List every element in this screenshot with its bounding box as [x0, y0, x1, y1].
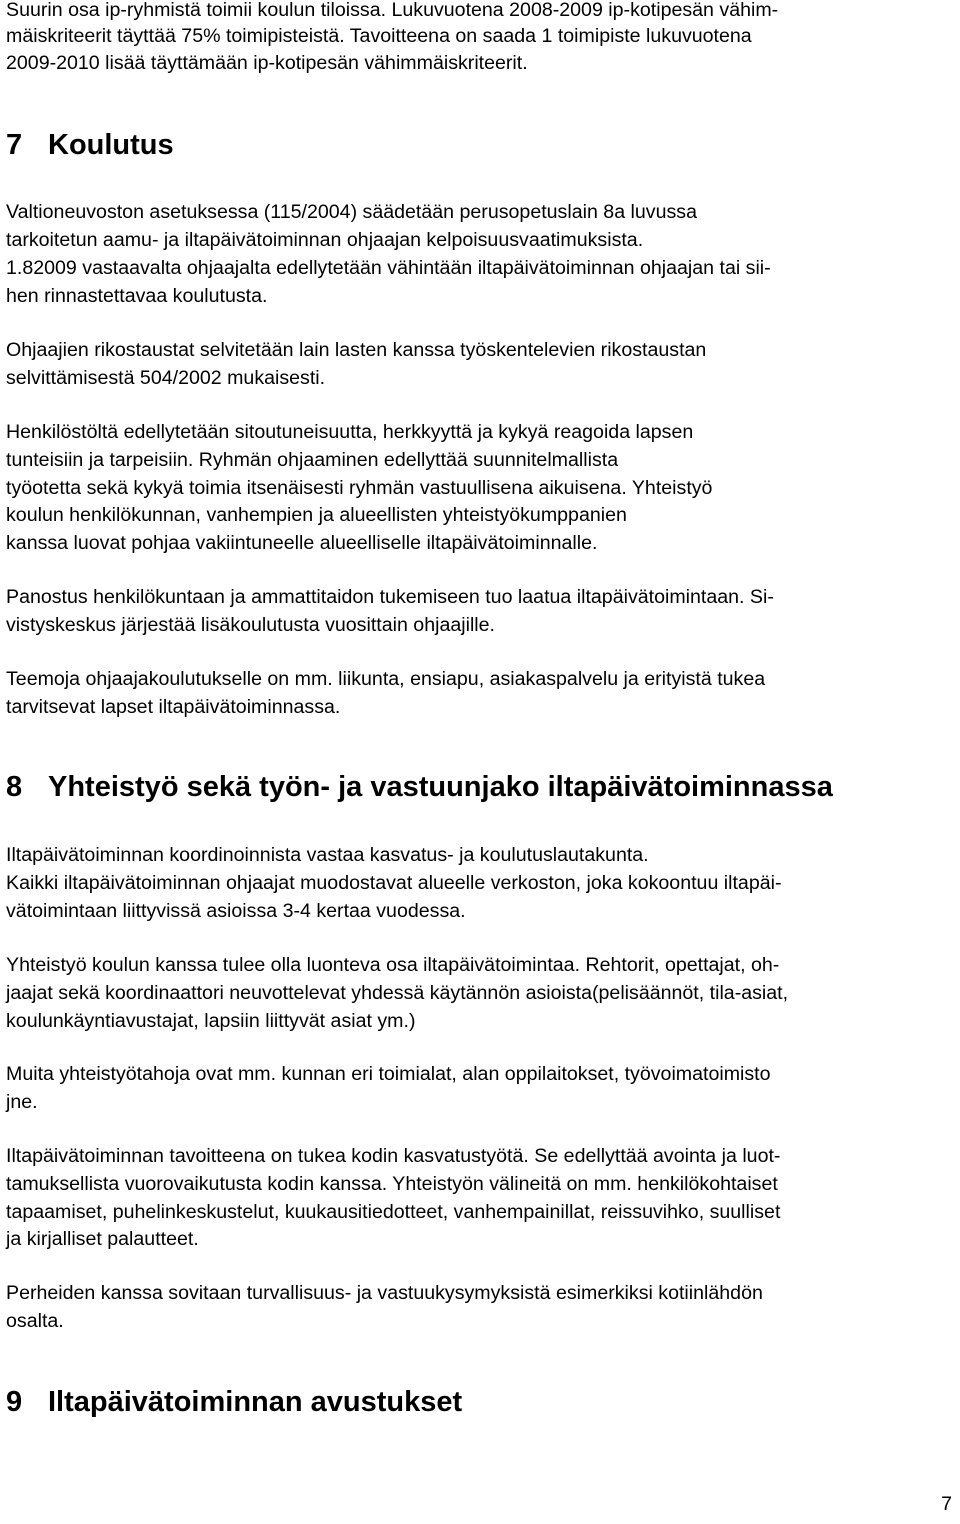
text-line: mäiskriteerit täyttää 75% toimipisteistä. Tavoitteena on saada 1 toimipiste lukuvuotena	[6, 25, 752, 47]
page-number: 7	[941, 1493, 952, 1515]
text-line: tunteisiin ja tarpeisiin. Ryhmän ohjaaminen edellyttää suunnitelmallista	[6, 449, 619, 471]
section-8-heading	[6, 769, 833, 805]
text-line: tamuksellista vuorovaikutusta kodin kanssa. Yhteistyön välineitä on mm. henkilökohtaiset	[6, 1173, 778, 1195]
text-line: tapaamiset, puhelinkeskustelut, kuukausitiedotteet, vanhempainillat, reissuvihko, suulliset	[6, 1201, 781, 1223]
text-line: Iltapäivätoiminnan koordinoinnista vastaa kasvatus- ja koulutuslautakunta.	[6, 844, 649, 866]
text-line: työotetta sekä kykyä toimia itsenäisesti ryhmän vastuullisena aikuisena. Yhteistyö	[6, 477, 713, 499]
text-line: koulun henkilökunnan, vanhempien ja alueellisten yhteistyökumppanien	[6, 504, 627, 526]
text-line: Muita yhteistyötahoja ovat mm. kunnan eri toimialat, alan oppilaitokset, työvoimatoimisto	[6, 1063, 771, 1085]
text-line: Suurin osa ip-ryhmistä toimii koulun tiloissa. Lukuvuotena 2008-2009 ip-kotipesän vähim-	[6, 0, 779, 21]
text-line: selvittämisestä 504/2002 mukaisesti.	[6, 367, 326, 389]
text-line: vistyskeskus järjestää lisäkoulutusta vuosittain ohjaajille.	[6, 614, 495, 636]
text-line: kanssa luovat pohjaa vakiintuneelle alueelliselle iltapäivätoiminnalle.	[6, 532, 598, 554]
text-line: ja kirjalliset palautteet.	[6, 1228, 199, 1250]
text-line: 2009-2010 lisää täyttämään ip-kotipesän vähimmäiskriteerit.	[6, 52, 528, 74]
section-7-heading	[6, 127, 174, 163]
text-line: Perheiden kanssa sovitaan turvallisuus- ja vastuukysymyksistä esimerkiksi kotiinlähdön	[6, 1282, 763, 1304]
text-line: Kaikki iltapäivätoiminnan ohjaajat muodostavat alueelle verkoston, joka kokoontuu iltapäi-	[6, 872, 782, 894]
text-line: tarvitsevat lapset iltapäivätoiminnassa.	[6, 696, 341, 718]
section-number: 8	[6, 771, 23, 803]
text-line: Panostus henkilökuntaan ja ammattitaidon tukemiseen tuo laatua iltapäivätoimintaan. Si-	[6, 586, 774, 608]
section-number: 9	[6, 1386, 23, 1418]
text-line: hen rinnastettavaa koulutusta.	[6, 285, 268, 307]
text-line: Yhteistyö koulun kanssa tulee olla luonteva osa iltapäivätoimintaa. Rehtorit, opettajat, oh-	[6, 954, 780, 976]
section-title: Iltapäivätoiminnan avustukset	[48, 1386, 463, 1418]
text-line: jne.	[6, 1091, 38, 1113]
section-9-heading	[6, 1384, 462, 1420]
text-line: jaajat sekä koordinaattori neuvottelevat yhdessä käytännön asioista(pelisäännöt, tila-asiat,	[6, 982, 789, 1004]
section-number: 7	[6, 129, 23, 161]
section-title: Yhteistyö sekä työn- ja vastuunjako iltapäivätoiminnassa	[48, 771, 833, 803]
text-line: osalta.	[6, 1310, 64, 1332]
text-line: vätoimintaan liittyvissä asioissa 3-4 kertaa vuodessa.	[6, 900, 466, 922]
text-line: Valtioneuvoston asetuksessa (115/2004) säädetään perusopetuslain 8a luvussa	[6, 201, 697, 223]
text-line: Teemoja ohjaajakoulutukselle on mm. liikunta, ensiapu, asiakaspalvelu ja erityistä tukea	[6, 668, 766, 690]
text-line: tarkoitetun aamu- ja iltapäivätoiminnan ohjaajan kelpoisuusvaatimuksista.	[6, 229, 644, 251]
text-line: koulunkäyntiavustajat, lapsiin liittyvät asiat ym.)	[6, 1010, 416, 1032]
text-line: Iltapäivätoiminnan tavoitteena on tukea kodin kasvatustyötä. Se edellyttää avointa ja luot-	[6, 1145, 781, 1167]
text-line: 1.82009 vastaavalta ohjaajalta edellytetään vähintään iltapäivätoiminnan ohjaajan tai sii-	[6, 257, 771, 279]
text-line: Henkilöstöltä edellytetään sitoutuneisuutta, herkkyyttä ja kykyä reagoida lapsen	[6, 421, 694, 443]
text-line: Ohjaajien rikostaustat selvitetään lain lasten kanssa työskentelevien rikostaustan	[6, 339, 707, 361]
section-title: Koulutus	[48, 129, 174, 161]
